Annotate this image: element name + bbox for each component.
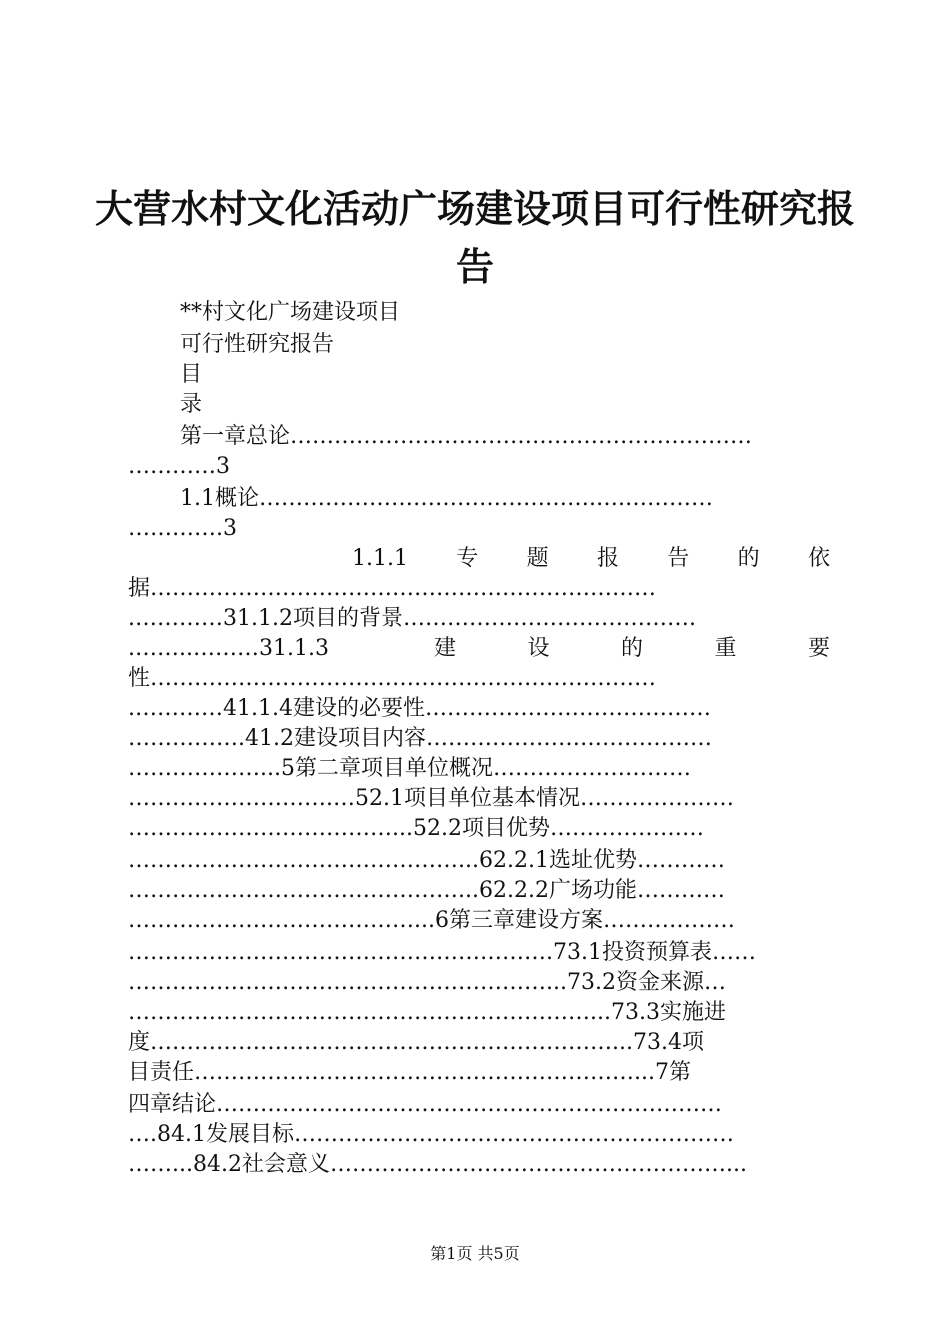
toc-line: 度………………………………………………………...73.4项 <box>128 1030 704 1055</box>
toc-line: ………….3 <box>128 516 237 541</box>
toc-line: …………….41.2建设项目内容………………………………… <box>128 726 712 751</box>
intro-line: **村文化广场建设项目 <box>180 300 401 325</box>
toc-line: ………………………………...52.2项目优势………………… <box>128 816 704 841</box>
toc-word: 专 <box>456 546 479 571</box>
toc-word: 的 <box>737 546 760 571</box>
toc-line: …………3 <box>128 454 230 479</box>
toc-line: ……...84.2社会意义………………………………………………... <box>128 1152 747 1177</box>
toc-line: 1.1概论……………………………………….….………… <box>180 486 713 511</box>
toc-word: 报 <box>596 546 619 571</box>
toc-word: 依 <box>807 546 830 571</box>
toc-word: 1.1.1 <box>352 546 408 571</box>
toc-line: .……..………31.1.3 <box>128 636 329 661</box>
toc-line: ………………………………………...62.2.1选址优势………… <box>128 848 725 873</box>
intro-line: 目 <box>180 362 203 387</box>
toc-line: …………………………………………………...73.2资金来源… <box>128 970 726 995</box>
document-title-line-2: 告 <box>455 244 494 289</box>
toc-line: ………………………………………...62.2.2广场功能………… <box>128 878 725 903</box>
toc-word: 重 <box>714 636 737 661</box>
toc-word: 建 <box>434 636 457 661</box>
intro-line: 可行性研究报告 <box>180 332 335 357</box>
toc-line: ………………………………………………………...73.3实施进 <box>128 1000 726 1025</box>
toc-line: ……………………….…52.1项目单位基本情况………………… <box>128 786 734 811</box>
toc-line: 据…………………………………………………………… <box>128 576 657 601</box>
toc-word: 题 <box>526 546 549 571</box>
toc-justified-row <box>352 544 830 574</box>
toc-word: 告 <box>667 546 690 571</box>
toc-word: 要 <box>807 636 830 661</box>
toc-line: ….84.1发展目标…………………………………………………… <box>128 1122 734 1147</box>
toc-line: ………………………………………………….73.1投资预算表…… <box>128 940 756 965</box>
intro-line: 录 <box>180 392 203 417</box>
toc-justified-row <box>434 634 830 664</box>
document-title-line-1: 大营水村文化活动广场建设项目可行性研究报 <box>94 186 855 231</box>
toc-word: 的 <box>620 636 643 661</box>
toc-line: .…………41.1.4建设的必要性………………………………… <box>128 696 711 721</box>
toc-line: ………………...5第二章项目单位概况……………………… <box>128 756 691 781</box>
page-footer: 第1页 共5页 <box>430 1244 520 1263</box>
toc-line: 第一章总论……………………………………………………… <box>180 424 753 449</box>
toc-line: .…………31.1.2项目的背景…………………………………. <box>128 606 696 631</box>
toc-line: 性…………………………………………………………… <box>128 666 657 691</box>
toc-word: 设 <box>527 636 550 661</box>
toc-line: 目责任……………………………………………………...7第 <box>128 1060 691 1085</box>
toc-line: …………………………………...6第三章建设方案……………… <box>128 908 735 933</box>
toc-line: 四章结论…………………………………………………………… <box>128 1092 723 1117</box>
